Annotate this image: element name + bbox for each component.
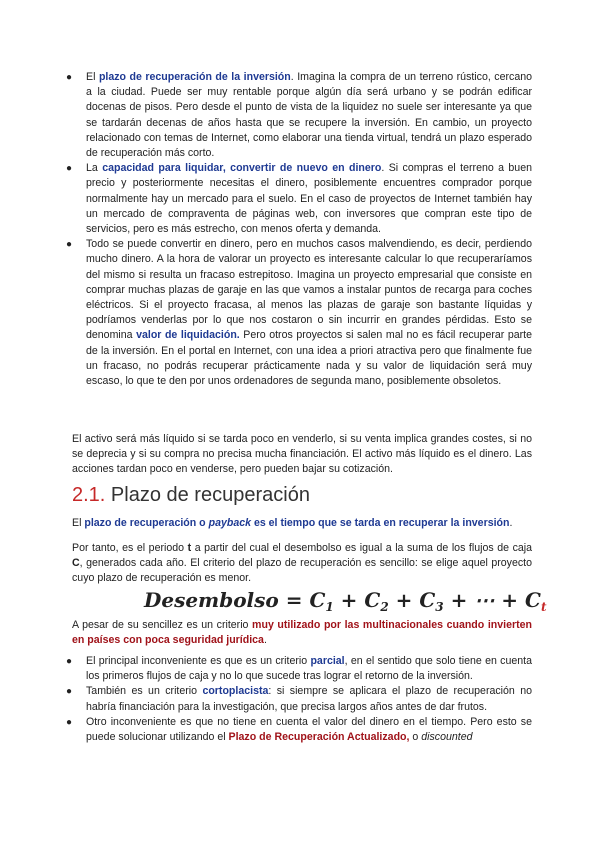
definition-connector: o [196, 517, 209, 529]
definition-end: . [509, 517, 513, 529]
formula-term: C [525, 588, 541, 612]
section-number: 2.1. [72, 484, 106, 506]
definition-term-english: payback [208, 517, 251, 529]
list-item-text: Todo se puede convertir en dinero, pero en muchos casos malvendiendo, es decir, perdiendo mucho dinero. A la hora de valorar un proyecto es interesante calcular lo que recuperaríamos del mismo si resulta un fracaso estrepitoso. Imagina un proyecto empresarial que consiste en comprar muchas plazas de garaje en las que vamos a instalar puntos de recarga para coches eléctricos. Si el proyecto fracasa, al menos las plazas de garaje son bastante líquidas y podríamos venderlas por lo que nos costaron o sin incurrir en grandes pérdidas. Esto se denomina [86, 238, 532, 342]
paragraph-text: A pesar de su sencillez es un criterio [72, 619, 253, 631]
formula-equals: = [278, 588, 310, 612]
paragraph-text: Por tanto, es el periodo [72, 542, 188, 554]
paragraph-text: . [263, 634, 267, 647]
list-item-text: : si siempre se aplicara el plazo de recuperación no habría financiación para la investigación, que precisa largos años antes de dar frutos. [86, 685, 532, 713]
formula-term: C [419, 588, 436, 612]
definition-body: es el tiempo que se tarda en recuperar la inversión [251, 517, 510, 529]
formula-subscript: 1 [325, 600, 334, 614]
list-item [66, 654, 532, 684]
highlight-term: cortoplacista [202, 685, 269, 698]
list-item-text: También es un criterio [86, 685, 203, 698]
formula-plus: + [388, 588, 420, 612]
bullet-icon: ● [66, 656, 73, 667]
bullet-icon: ● [66, 72, 73, 83]
highlight-term: valor de liquidación. [136, 329, 240, 342]
bullet-list-liquidity [66, 70, 532, 389]
bullet-icon: ● [66, 716, 73, 728]
definition-paragraph [72, 516, 542, 531]
list-item-text: La [86, 162, 103, 175]
list-item-text: El [86, 71, 99, 83]
payback-formula [144, 588, 547, 614]
list-item-text: El principal inconveniente es que es un criterio [86, 655, 311, 667]
list-item [66, 70, 532, 161]
formula-lhs: Desembolso [144, 588, 279, 612]
variable-t: t [187, 542, 192, 554]
bullet-icon: ● [66, 686, 73, 698]
highlight-term: plazo de recuperación de la inversión [98, 71, 291, 83]
list-item [66, 715, 532, 745]
list-item-text: Otro inconveniente es que no tiene en cuenta el valor del dinero en el tiempo. Pero esto se puede solucionar utilizando el [86, 715, 532, 744]
highlight-red: Plazo de Recuperación Actualizado, [228, 731, 410, 744]
list-item-italic: discounted [421, 731, 473, 744]
list-item-text: o [409, 731, 422, 744]
paragraph-multinationals [72, 618, 532, 648]
paragraph-payback-explanation [72, 541, 532, 587]
formula-subscript-t: t [540, 600, 547, 614]
list-item-text: . Imagina la compra de un terreno rústico, cercano a la ciudad. Puede ser muy rentable porque algún día será urbano y se podrán edificar docenas de pisos. Pero desde el punto de vista de la liquidez no suele ser interesante ya que se tardarán decenas de años hasta que se recupere la inversión. En cambio, un proyecto relacionado con temas de Internet, como elaborar una tienda virtual, tendrá un plazo esperado de recuperación más corto. [86, 71, 532, 160]
paragraph-liquid-asset: El activo será más líquido si se tarda poco en venderlo, si su venta implica grandes costes, si no se deprecia y si su compra no precisa mucha financiación. El activo más líquido es el dinero. Las acciones tardan poco en venderse, pero pueden bajar su cotización. [72, 433, 532, 476]
list-item [66, 237, 532, 389]
formula-term: C [309, 588, 326, 612]
list-item-text: Pero otros proyectos si salen mal no es fácil recuperar parte de la inversión. En el portal en Internet, con una idea a priori atractiva pero que finalmente fue un fracaso, no podrás recuperar prácticamente nada y su valor de liquidación será muy escaso, lo que te den por unos ordenadores de segunda mano, posiblemente obsoletos. [86, 329, 532, 388]
bullet-icon: ● [66, 239, 73, 251]
definition-text: El [72, 517, 85, 529]
highlight-red: muy utilizado por las multinacionales cuando invierten en países con poca seguridad jurídica [72, 619, 532, 647]
formula-ellipsis: + ⋯ + [443, 588, 526, 612]
bullet-list-drawbacks [66, 654, 532, 745]
formula-plus: + [333, 588, 365, 612]
formula-subscript: 2 [380, 600, 389, 614]
bullet-icon: ● [66, 163, 73, 175]
paragraph-text: a partir del cual el desembolso es igual a la suma de los flujos de caja [191, 542, 532, 554]
variable-c: C [72, 557, 80, 570]
list-item-text: . Si compras el terreno a buen precio y posteriormente necesitas el dinero, posiblemente encuentres comprador porque normalmente hay un mercado para el suelo. En el caso de proyectos de Internet también hay un mercado de compraventa de páginas web, con inversores que compran este tipo de servicios, pero es más estrecho, con menos oferta y demanda. [86, 162, 532, 236]
section-title: Plazo de recuperación [110, 484, 310, 506]
section-heading [72, 484, 310, 507]
formula-term: C [364, 588, 381, 612]
highlight-term: parcial [310, 655, 345, 667]
paragraph-text: , generados cada año. El criterio del plazo de recuperación es sencillo: se elige aquel proyecto cuyo plazo de recuperación es menor. [72, 557, 532, 585]
highlight-term: capacidad para liquidar, convertir de nuevo en dinero [102, 162, 382, 175]
list-item [66, 161, 532, 237]
formula-subscript: 3 [435, 600, 444, 614]
definition-term: plazo de recuperación [84, 517, 197, 529]
list-item [66, 684, 532, 714]
list-item-text: , en el sentido que solo tiene en cuenta los primeros flujos de caja y no lo que sucede tras lograr el retorno de la inversión. [86, 655, 532, 683]
